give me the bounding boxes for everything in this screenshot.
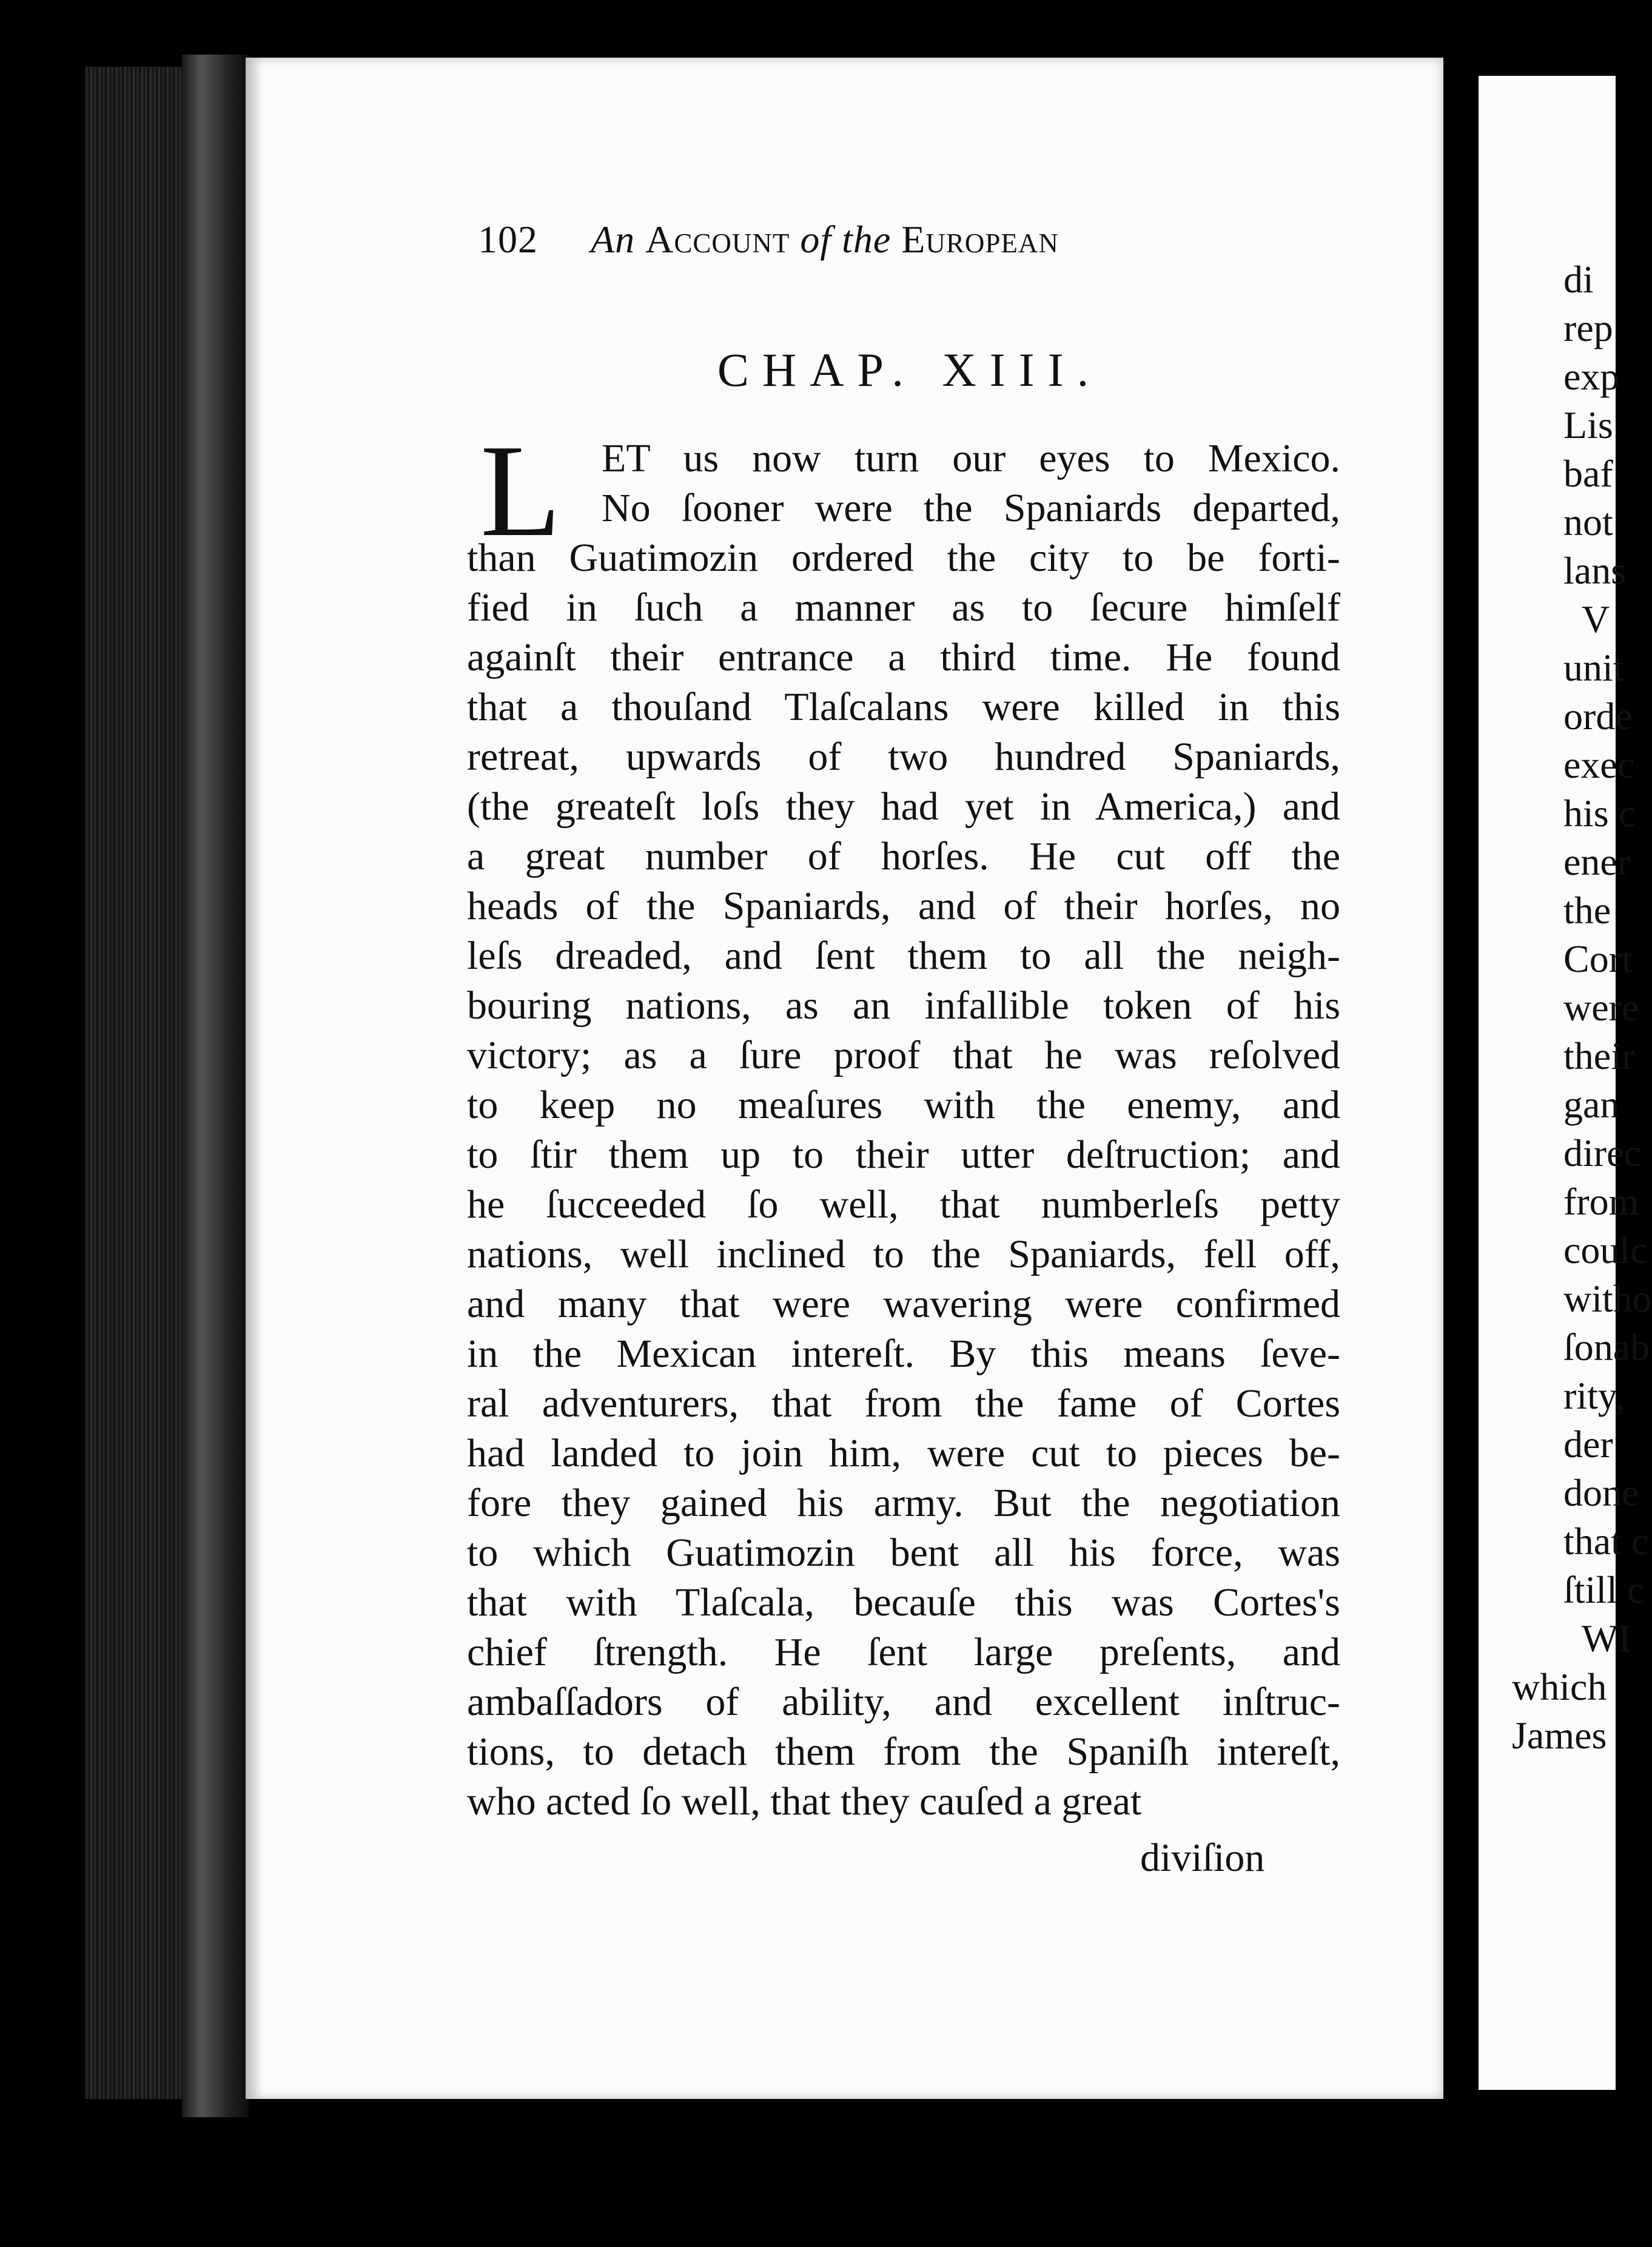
facing-page-fragment: ſonab [1563, 1326, 1650, 1369]
facing-page-fragment: the [1563, 889, 1611, 932]
page-number: 102 [478, 218, 538, 261]
text-line: to ſtir them up to their utter deſtruction; and [467, 1133, 1340, 1177]
facing-page-fragment: that c [1563, 1520, 1649, 1563]
chapter-title: CHAP. XIII. [717, 343, 1103, 396]
facing-page-fragment: Lis [1563, 403, 1613, 446]
facing-page-fragment: rep [1563, 306, 1613, 349]
running-head-an: An [591, 218, 636, 261]
text-line: to keep no meaſures with the enemy, and [467, 1083, 1340, 1127]
facing-page-fragment: done [1563, 1471, 1639, 1514]
text-line: and many that were wavering were confirmed [467, 1282, 1340, 1326]
facing-page-fragment: his c [1563, 792, 1636, 835]
text-line: that a thouſand Tlaſcalans were killed in this [467, 685, 1340, 729]
text-line: in the Mexican intereſt. By this means ſeve- [467, 1332, 1340, 1376]
facing-page-fragment: rity, [1563, 1374, 1625, 1417]
facing-page-fragment: not [1563, 500, 1613, 544]
facing-page-fragment: direc [1563, 1131, 1641, 1174]
text-line: bouring nations, as an infallible token of his [467, 983, 1340, 1028]
facing-page [1479, 76, 1652, 2090]
text-line: fore they gained his army. But the negotiation [467, 1481, 1340, 1525]
facing-page-fragment: di [1563, 258, 1594, 301]
facing-page-fragment: lans [1563, 549, 1627, 592]
book-gutter [1443, 36, 1479, 2135]
facing-page-fragment: WI [1582, 1617, 1631, 1660]
drop-cap: L [480, 418, 562, 564]
text-line: heads of the Spaniards, and of their horſes, no [467, 884, 1340, 928]
page-shadow [246, 58, 263, 2099]
text-line: who acted ſo well, that they cauſed a great [467, 1779, 1142, 1824]
text-line: No ſooner were the Spaniards departed, [602, 486, 1340, 530]
running-head-european: European [901, 218, 1059, 261]
text-line: he ſucceeded ſo well, that numberleſs petty [467, 1182, 1340, 1227]
text-line: victory; as a ſure proof that he was reſolved [467, 1033, 1340, 1077]
facing-page-fragment: exec [1563, 743, 1635, 786]
text-line: a great number of horſes. He cut off the [467, 834, 1340, 878]
text-line: (the greateſt loſs they had yet in America,) and [467, 784, 1340, 829]
facing-page-fragment: unit [1563, 646, 1624, 689]
text-line: leſs dreaded, and ſent them to all the neigh- [467, 934, 1340, 978]
catchword: diviſion [1140, 1836, 1265, 1880]
text-line: retreat, upwards of two hundred Spaniards, [467, 735, 1340, 779]
text-line: ET us now turn our eyes to Mexico. [602, 436, 1340, 480]
facing-page-fragment: der [1563, 1423, 1613, 1466]
facing-page-fragment: orde [1563, 695, 1633, 738]
facing-page-fragment: gan [1563, 1083, 1620, 1126]
facing-page-fragment: ener [1563, 840, 1631, 883]
facing-page-fragment: witho [1563, 1277, 1652, 1320]
running-head [478, 217, 1266, 262]
facing-page-fragment: their [1563, 1034, 1635, 1077]
text-line: had landed to join him, were cut to pieces be- [467, 1431, 1340, 1475]
text-line: chief ſtrength. He ſent large preſents, and [467, 1630, 1340, 1674]
facing-page-fragment: baf [1563, 452, 1613, 495]
text-line: to which Guatimozin bent all his force, was [467, 1531, 1340, 1575]
text-line: tions, to detach them from the Spaniſh intereſt, [467, 1730, 1340, 1774]
text-line: than Guatimozin ordered the city to be forti- [467, 536, 1340, 580]
facing-page-fragment: James [1512, 1714, 1607, 1757]
facing-page-fragment: Cort [1563, 937, 1633, 980]
facing-page-fragment: were [1563, 986, 1639, 1029]
page-edges [182, 55, 249, 2117]
facing-page-fragment: ſtill c [1563, 1568, 1645, 1611]
facing-page-fragment: coulc [1563, 1228, 1648, 1272]
text-line: ambaſſadors of ability, and excellent inſtruc- [467, 1680, 1340, 1724]
facing-page-fragment: V [1582, 598, 1610, 641]
facing-page-fragment: from [1563, 1180, 1639, 1223]
running-head-account: Account [645, 218, 790, 261]
text-line: againſt their entrance a third time. He found [467, 635, 1340, 679]
text-line: nations, well inclined to the Spaniards, fell off, [467, 1232, 1340, 1276]
text-line: fied in ſuch a manner as to ſecure himſelf [467, 585, 1340, 630]
facing-page-fragment: exp [1563, 355, 1620, 398]
text-line: ral adventurers, that from the fame of Cortes [467, 1381, 1340, 1426]
running-head-of-the: of the [800, 218, 891, 261]
text-line: that with Tlaſcala, becauſe this was Cortes's [467, 1580, 1340, 1625]
facing-page-fragment: which [1512, 1665, 1607, 1708]
